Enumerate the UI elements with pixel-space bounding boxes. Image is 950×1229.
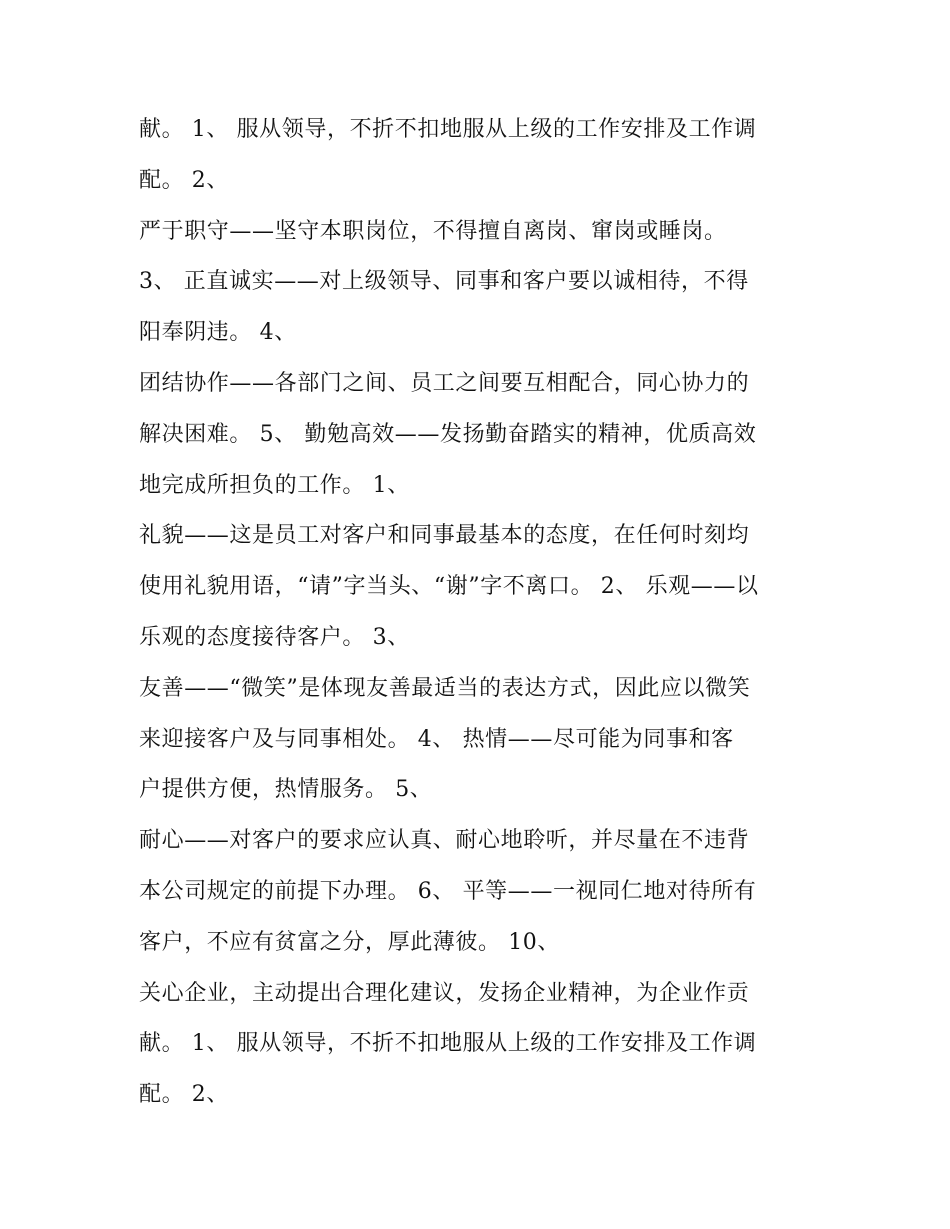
text-line: 耐心——对客户的要求应认真、耐心地聆听，并尽量在不违背 xyxy=(139,828,750,854)
text-line: 客户，不应有贫富之分，厚此薄彼。 10、 xyxy=(139,929,560,955)
text-line: 本公司规定的前提下办理。 6、 平等——一视同仁地对待所有 xyxy=(139,878,757,904)
text-line: 来迎接客户及与同事相处。 4、 热情——尽可能为同事和客 xyxy=(139,726,734,752)
text-line: 配。 2、 xyxy=(139,167,229,193)
text-line: 户提供方便，热情服务。 5、 xyxy=(139,777,433,803)
text-line: 严于职守——坚守本职岗位，不得擅自离岗、窜岗或睡岗。 xyxy=(139,218,727,244)
text-line: 阳奉阴违。 4、 xyxy=(139,320,297,346)
text-line: 献。 1、 服从领导，不折不扣地服从上级的工作安排及工作调 xyxy=(139,1031,757,1057)
text-line: 友善——“微笑”是体现友善最适当的表达方式，因此应以微笑 xyxy=(139,675,751,701)
text-line: 地完成所担负的工作。 1、 xyxy=(139,472,410,498)
text-line: 礼貌——这是员工对客户和同事最基本的态度，在任何时刻均 xyxy=(139,523,750,549)
text-line: 关心企业，主动提出合理化建议，发扬企业精神，为企业作贡 xyxy=(139,980,750,1006)
document-body-text xyxy=(139,105,819,1121)
text-line: 解决困难。 5、 勤勉高效——发扬勤奋踏实的精神，优质高效 xyxy=(139,421,757,447)
text-line: 使用礼貌用语，“请”字当头、“谢”字不离口。 2、 乐观——以 xyxy=(139,574,759,600)
text-line: 配。 2、 xyxy=(139,1082,229,1108)
text-line: 献。 1、 服从领导，不折不扣地服从上级的工作安排及工作调 xyxy=(139,117,757,142)
text-line: 乐观的态度接待客户。 3、 xyxy=(139,624,410,650)
text-line: 3、 正直诚实——对上级领导、同事和客户要以诚相待，不得 xyxy=(139,269,749,295)
text-line: 团结协作——各部门之间、员工之间要互相配合，同心协力的 xyxy=(139,370,750,396)
